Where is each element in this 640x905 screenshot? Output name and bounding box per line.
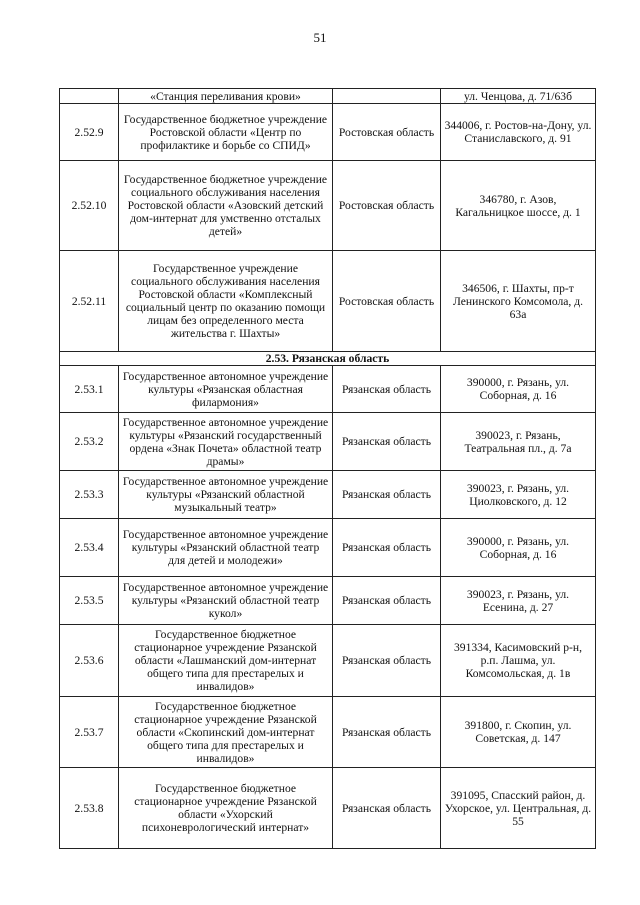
address: 391800, г. Скопин, ул. Советская, д. 147	[441, 697, 596, 768]
row-number: 2.53.6	[60, 625, 119, 697]
region: Рязанская область	[333, 577, 441, 625]
section-header-row	[60, 352, 596, 366]
row-number: 2.53.4	[60, 519, 119, 577]
address: 346780, г. Азов, Кагальницкое шоссе, д. 1	[441, 161, 596, 251]
address: 390023, г. Рязань, ул. Циолковского, д. 12	[441, 471, 596, 519]
row-number: 2.53.1	[60, 366, 119, 413]
institution-name: Государственное автономное учреждение культуры «Рязанский областной театр для детей и молодежи»	[119, 519, 333, 577]
row-number: 2.53.3	[60, 471, 119, 519]
table-row	[60, 104, 596, 161]
institution-name: Государственное бюджетное стационарное учреждение Рязанской области «Лашманский дом-интернат общего типа для престарелых и инвалидов»	[119, 625, 333, 697]
institutions-table	[59, 88, 596, 849]
row-number: 2.52.9	[60, 104, 119, 161]
region: Рязанская область	[333, 768, 441, 849]
institution-name: Государственное бюджетное стационарное учреждение Рязанской области «Скопинский дом-интернат общего типа для престарелых и инвалидов»	[119, 697, 333, 768]
row-number: 2.52.10	[60, 161, 119, 251]
table-row	[60, 768, 596, 849]
address: 390023, г. Рязань, Театральная пл., д. 7а	[441, 413, 596, 471]
table-row	[60, 161, 596, 251]
row-number: 2.53.2	[60, 413, 119, 471]
institution-name: Государственное бюджетное стационарное учреждение Рязанской области «Ухорский психоневрологический интернат»	[119, 768, 333, 849]
region: Рязанская область	[333, 366, 441, 413]
address: ул. Ченцова, д. 71/63б	[441, 89, 596, 104]
table-row	[60, 697, 596, 768]
region: Рязанская область	[333, 471, 441, 519]
row-number: 2.53.5	[60, 577, 119, 625]
institution-name: Государственное учреждение социального обслуживания населения Ростовской области «Комплексный социальный центр по оказанию помощи лицам без определенного места жительства г. Шахты»	[119, 251, 333, 352]
region: Рязанская область	[333, 625, 441, 697]
address: 391095, Спасский район, д. Ухорское, ул. Центральная, д. 55	[441, 768, 596, 849]
address: 391334, Касимовский р-н, р.п. Лашма, ул. Комсомольская, д. 1в	[441, 625, 596, 697]
region: Рязанская область	[333, 413, 441, 471]
row-number: 2.52.11	[60, 251, 119, 352]
region: Ростовская область	[333, 161, 441, 251]
region: Ростовская область	[333, 104, 441, 161]
institution-name: Государственное автономное учреждение культуры «Рязанская областная филармония»	[119, 366, 333, 413]
table-row	[60, 625, 596, 697]
table-body	[60, 89, 596, 849]
address: 344006, г. Ростов-на-Дону, ул. Станиславского, д. 91	[441, 104, 596, 161]
address: 390000, г. Рязань, ул. Соборная, д. 16	[441, 519, 596, 577]
section-title: 2.53. Рязанская область	[60, 352, 596, 366]
table-row	[60, 366, 596, 413]
row-number: 2.53.7	[60, 697, 119, 768]
institution-name: «Станция переливания крови»	[119, 89, 333, 104]
table-row	[60, 577, 596, 625]
region: Рязанская область	[333, 519, 441, 577]
institution-name: Государственное бюджетное учреждение Ростовской области «Центр по профилактике и борьбе со СПИД»	[119, 104, 333, 161]
region: Рязанская область	[333, 697, 441, 768]
table-row	[60, 251, 596, 352]
address: 346506, г. Шахты, пр-т Ленинского Комсомола, д. 63а	[441, 251, 596, 352]
table-row	[60, 471, 596, 519]
table-row	[60, 89, 596, 104]
row-number	[60, 89, 119, 104]
row-number: 2.53.8	[60, 768, 119, 849]
page-number: 51	[313, 30, 327, 45]
address: 390023, г. Рязань, ул. Есенина, д. 27	[441, 577, 596, 625]
region	[333, 89, 441, 104]
institution-name: Государственное автономное учреждение культуры «Рязанский областной музыкальный театр»	[119, 471, 333, 519]
institution-name: Государственное автономное учреждение культуры «Рязанский областной театр кукол»	[119, 577, 333, 625]
region: Ростовская область	[333, 251, 441, 352]
institution-name: Государственное автономное учреждение культуры «Рязанский государственный ордена «Знак Почета» областной театр драмы»	[119, 413, 333, 471]
table-row	[60, 519, 596, 577]
table-row	[60, 413, 596, 471]
institution-name: Государственное бюджетное учреждение социального обслуживания населения Ростовской области «Азовский детский дом-интернат для умственно отсталых детей»	[119, 161, 333, 251]
address: 390000, г. Рязань, ул. Соборная, д. 16	[441, 366, 596, 413]
